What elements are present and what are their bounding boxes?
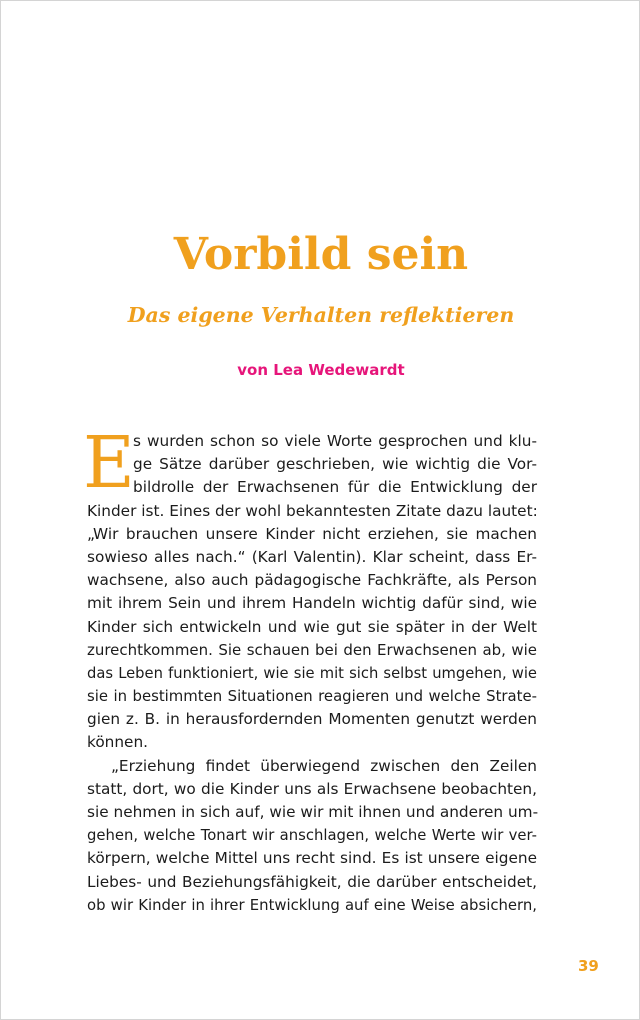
body-line: körpern, welche Mittel uns recht sind. Es ist unsere eigene	[87, 849, 537, 868]
body-line: gehen, welche Tonart wir anschlagen, welche Werte wir ver-	[87, 827, 537, 845]
body-line: zurechtkommen. Sie schauen bei den Erwachsenen ab, wie	[87, 640, 537, 659]
body-line: ge Sätze darüber geschrieben, wie wichtig die Vor-	[133, 455, 537, 474]
drop-cap: E	[83, 421, 135, 504]
body-line: sie in bestimmten Situationen reagieren und welche Strate-	[87, 687, 537, 706]
body-line: das Leben funktioniert, wie sie mit sich selbst umgehen, wie	[87, 664, 537, 682]
body-line: „Wir brauchen unsere Kinder nicht erziehen, sie machen	[87, 524, 537, 543]
body-line: „Erziehung findet überwiegend zwischen den Zeilen	[111, 756, 537, 775]
chapter-subtitle: Das eigene Verhalten reflektieren	[127, 303, 515, 327]
body-text	[83, 421, 539, 917]
body-line: Kinder sich entwickeln und wie gut sie später in der Welt	[87, 617, 537, 636]
body-line: mit ihrem Sein und ihrem Handeln wichtig dafür sind, wie	[87, 594, 537, 613]
body-line: sie nehmen in sich auf, wie wir mit ihnen und anderen um-	[87, 803, 539, 821]
body-line: Kinder ist. Eines der wohl bekanntesten Zitate dazu lautet:	[87, 501, 538, 520]
body-line: statt, dort, wo die Kinder uns als Erwachsene beobachten,	[87, 779, 537, 798]
page-number: 39	[578, 957, 599, 975]
body-line: Liebes- und Beziehungsfähigkeit, die darüber entscheidet,	[87, 872, 537, 891]
body-line: können.	[87, 733, 149, 752]
body-line: s wurden schon so viele Worte gesprochen und klu-	[133, 432, 537, 450]
author-byline: von Lea Wedewardt	[237, 361, 405, 379]
body-line: gien z. B. in herausfordernden Momenten genutzt werden	[87, 710, 537, 729]
body-line: wachsene, also auch pädagogische Fachkräfte, als Person	[87, 571, 537, 590]
chapter-title: Vorbild sein	[173, 229, 469, 280]
body-line: sowieso alles nach.“ (Karl Valentin). Klar scheint, dass Er-	[87, 547, 537, 566]
body-line: bildrolle der Erwachsenen für die Entwicklung der	[133, 478, 537, 497]
body-line: ob wir Kinder in ihrer Entwicklung auf eine Weise absichern,	[87, 895, 537, 914]
